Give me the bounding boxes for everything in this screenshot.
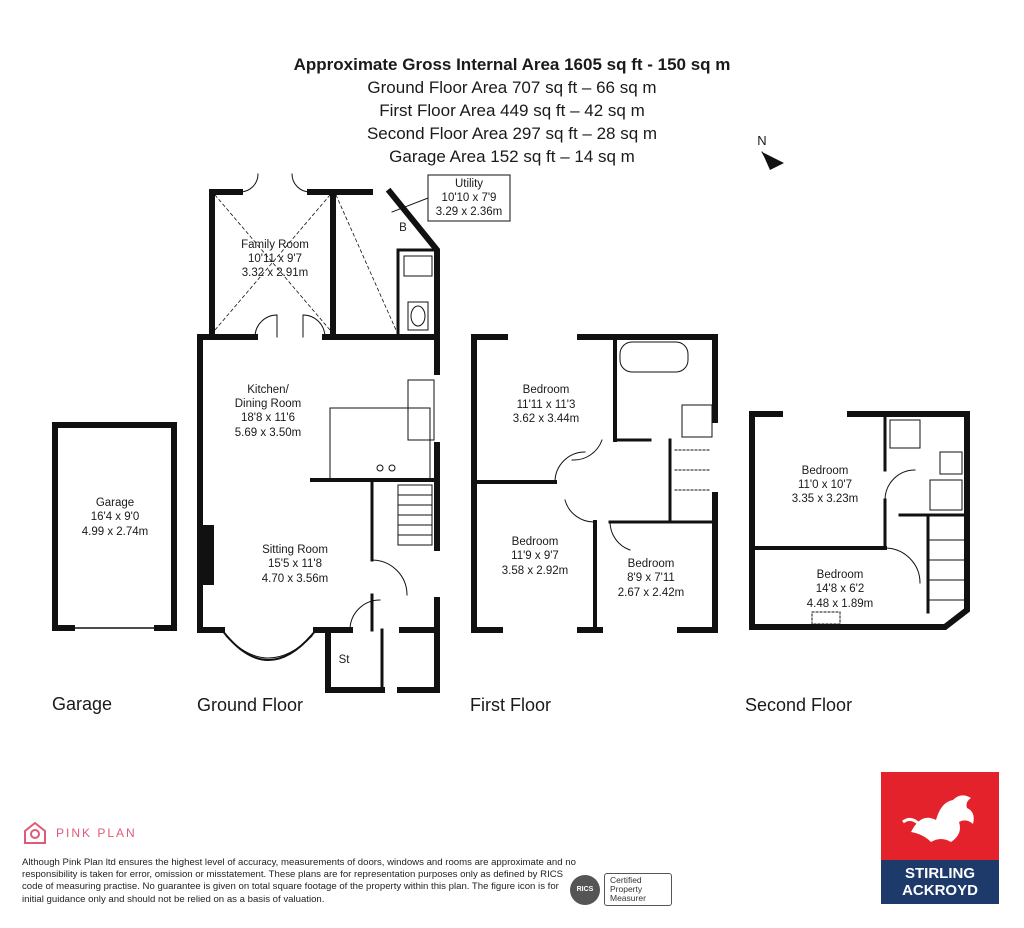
first-area-line: First Floor Area 449 sq ft – 42 sq m [379,101,645,120]
area-title: Approximate Gross Internal Area 1605 sq ft - 150 sq m [293,55,731,74]
garage-area-line: Garage Area 152 sq ft – 14 sq m [389,147,635,166]
ff-bedroom1-metric: 3.62 x 3.44m [512,413,580,425]
family-room-imperial: 10'11 x 9'7 [247,253,303,265]
dragon-icon [881,772,999,860]
agent-name-line2: ACKROYD [902,882,978,899]
stirling-ackroyd-logo [881,772,999,904]
store-label: St [338,654,350,666]
sitting-room-imperial: 15'5 x 11'8 [267,558,323,570]
family-room-name: Family Room [241,239,309,251]
kitchen-name-2: Dining Room [234,398,302,410]
ff-bedroom2-metric: 3.58 x 2.92m [501,565,569,577]
ff-bedroom2-imperial: 11'9 x 9'7 [511,550,559,562]
ff-bedroom3-name: Bedroom [627,558,675,570]
ff-bedroom1-imperial: 11'11 x 11'3 [516,399,576,411]
sf-bedroom2-imperial: 14'8 x 6'2 [815,583,865,595]
floor-label-first: First Floor [470,695,551,715]
kitchen-units [330,408,430,480]
sitting-room-name: Sitting Room [262,544,328,556]
pink-plan-logo [22,820,137,846]
pink-plan-brand: PINK PLAN [56,826,137,840]
ff-bedroom3-imperial: 8'9 x 7'11 [627,572,675,584]
ground-floor-walls [200,192,437,690]
bathtub-icon [620,342,688,372]
ff-bedroom2-name: Bedroom [511,536,559,548]
rics-badge [570,873,672,906]
garage-name: Garage [95,497,135,509]
ground-stairs [398,485,432,545]
sf-bedroom1-name: Bedroom [801,465,849,477]
sf-bedroom1-imperial: 11'0 x 10'7 [797,479,853,491]
garage-imperial: 16'4 x 9'0 [90,511,140,523]
sf-bedroom1-metric: 3.35 x 3.23m [791,493,859,505]
rics-logo-icon: RICS [570,875,600,905]
kitchen-imperial: 18'8 x 11'6 [240,412,296,424]
sitting-room-metric: 4.70 x 3.56m [261,573,329,585]
boiler-label: B [399,222,407,234]
sf-bath-icon [890,420,920,448]
floor-label-ground: Ground Floor [197,695,304,715]
utility-name: Utility [454,178,484,190]
utility-metric: 3.29 x 2.36m [435,206,503,218]
kitchen-metric: 5.69 x 3.50m [234,427,302,439]
garage-metric: 4.99 x 2.74m [81,526,149,538]
house-logo-icon [22,820,48,846]
ground-area-line: Ground Floor Area 707 sq ft – 66 sq m [367,78,657,97]
kitchen-name-1: Kitchen/ [247,384,289,396]
ff-bedroom3-metric: 2.67 x 2.42m [617,587,685,599]
second-area-line: Second Floor Area 297 sq ft – 28 sq m [366,124,658,143]
sf-bedroom2-name: Bedroom [816,569,864,581]
floor-label-garage: Garage [52,694,113,714]
disclaimer-text: Although Pink Plan ltd ensures the highest level of accuracy, measurements of doors, windows and rooms are approximate and no responsibility is taken for error, omission or misstatement. These plans are for representation purposes only as defined by RICS code of measuring practise. No guarantee is given on total square footage of the property within this plan. The figure icon is for initial guidance only and should not be relied on as a basis of valuation. [22,857,576,905]
agent-name-line1: STIRLING [905,865,975,882]
sf-bedroom2-metric: 4.48 x 1.89m [806,598,874,610]
family-room-metric: 3.32 x 2.91m [241,267,309,279]
floor-label-second: Second Floor [745,695,853,715]
ff-bedroom1-name: Bedroom [522,384,570,396]
north-arrow-icon [762,152,784,170]
north-label: N [757,133,767,148]
utility-imperial: 10'10 x 7'9 [441,192,497,204]
second-floor-walls [752,414,967,627]
rics-certified-text: Certified Property Measurer [604,873,672,906]
